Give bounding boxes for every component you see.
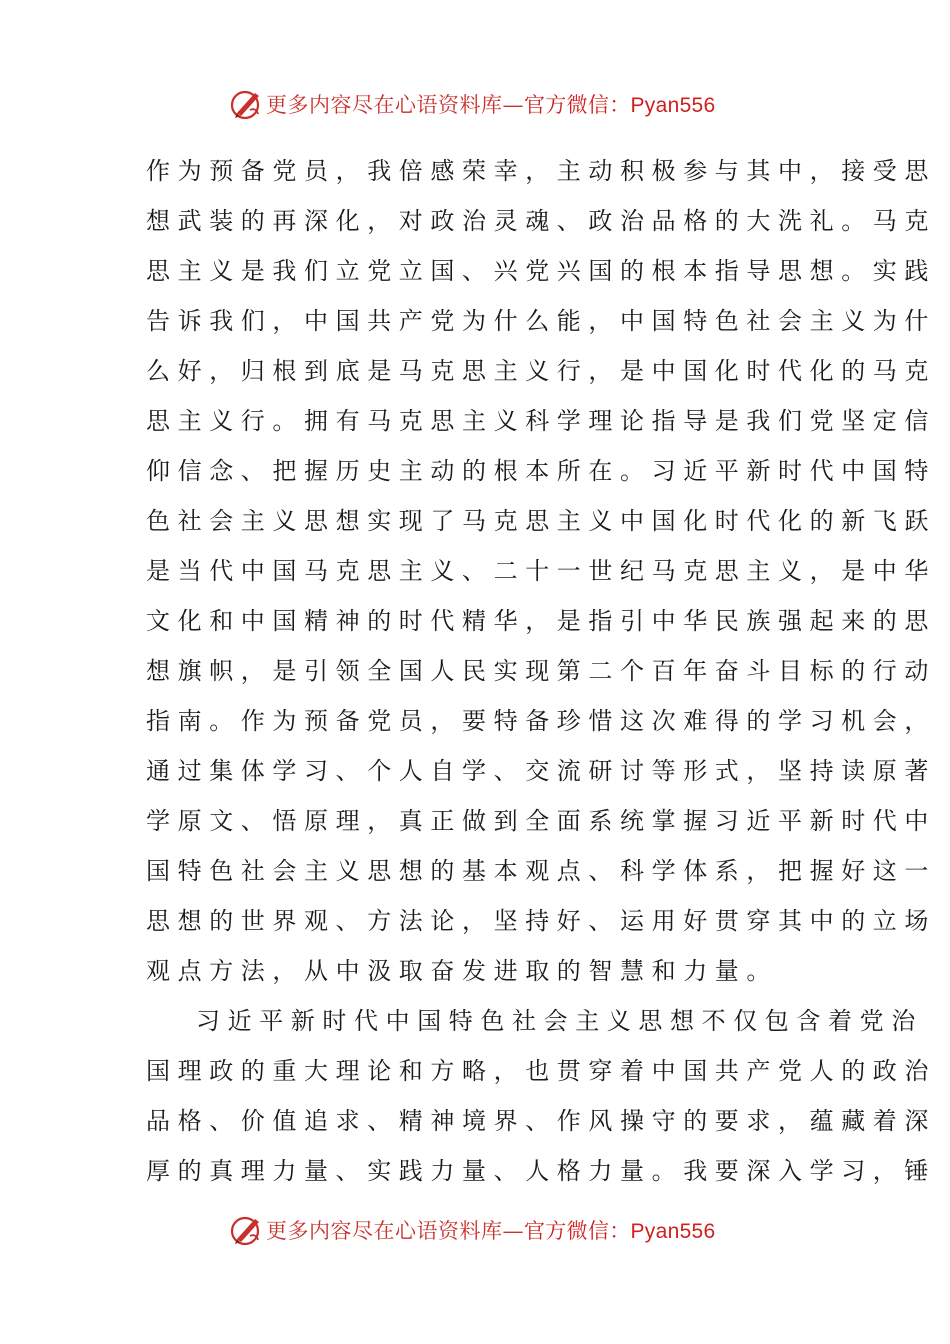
header-watermark-lead: 更多内容尽在心语资料库— bbox=[266, 93, 524, 117]
text-line: 仰信念、把握历史主动的根本所在。习近平新时代中国特 bbox=[146, 457, 936, 485]
header-watermark bbox=[228, 86, 748, 122]
body-text bbox=[146, 146, 936, 1196]
text-line: 思主义是我们立党立国、兴党兴国的根本指导思想。实践 bbox=[146, 257, 936, 285]
header-watermark-contact: 官方微信：Pyan556 bbox=[524, 94, 716, 117]
footer-watermark bbox=[228, 1212, 748, 1248]
text-line: 色社会主义思想实现了马克思主义中国化时代化的新飞跃 bbox=[146, 507, 936, 535]
text-line: 品格、价值追求、精神境界、作风操守的要求，蕴藏着深 bbox=[146, 1107, 936, 1135]
text-line: 么好，归根到底是马克思主义行，是中国化时代化的马克 bbox=[146, 357, 936, 385]
text-line: 想旗帜，是引领全国人民实现第二个百年奋斗目标的行动 bbox=[146, 657, 936, 685]
text-line: 观点方法，从中汲取奋发进取的智慧和力量。 bbox=[146, 957, 778, 985]
text-line: 国理政的重大理论和方略，也贯穿着中国共产党人的政治 bbox=[146, 1057, 936, 1085]
pen-logo-icon bbox=[228, 86, 264, 122]
text-line: 是当代中国马克思主义、二十一世纪马克思主义，是中华 bbox=[146, 557, 936, 585]
paragraph-start-line: 习近平新时代中国特色社会主义思想不仅包含着党治 bbox=[196, 1007, 923, 1035]
text-line: 厚的真理力量、实践力量、人格力量。我要深入学习，锤 bbox=[146, 1157, 936, 1185]
text-line: 文化和中国精神的时代精华，是指引中华民族强起来的思 bbox=[146, 607, 936, 635]
text-line: 通过集体学习、个人自学、交流研讨等形式，坚持读原著 bbox=[146, 757, 936, 785]
text-line: 想武装的再深化，对政治灵魂、政治品格的大洗礼。马克 bbox=[146, 207, 936, 235]
text-line: 告诉我们，中国共产党为什么能，中国特色社会主义为什 bbox=[146, 307, 936, 335]
pen-logo-icon bbox=[228, 1212, 264, 1248]
text-line: 指南。作为预备党员，要特备珍惜这次难得的学习机会， bbox=[146, 707, 936, 735]
text-line: 思主义行。拥有马克思主义科学理论指导是我们党坚定信 bbox=[146, 407, 936, 435]
text-line: 作为预备党员，我倍感荣幸，主动积极参与其中，接受思 bbox=[146, 157, 936, 185]
footer-watermark-lead: 更多内容尽在心语资料库— bbox=[266, 1219, 524, 1243]
footer-watermark-contact: 官方微信：Pyan556 bbox=[524, 1220, 716, 1243]
text-line: 思想的世界观、方法论，坚持好、运用好贯穿其中的立场 bbox=[146, 907, 936, 935]
text-line: 国特色社会主义思想的基本观点、科学体系，把握好这一 bbox=[146, 857, 936, 885]
text-line: 学原文、悟原理，真正做到全面系统掌握习近平新时代中 bbox=[146, 807, 936, 835]
